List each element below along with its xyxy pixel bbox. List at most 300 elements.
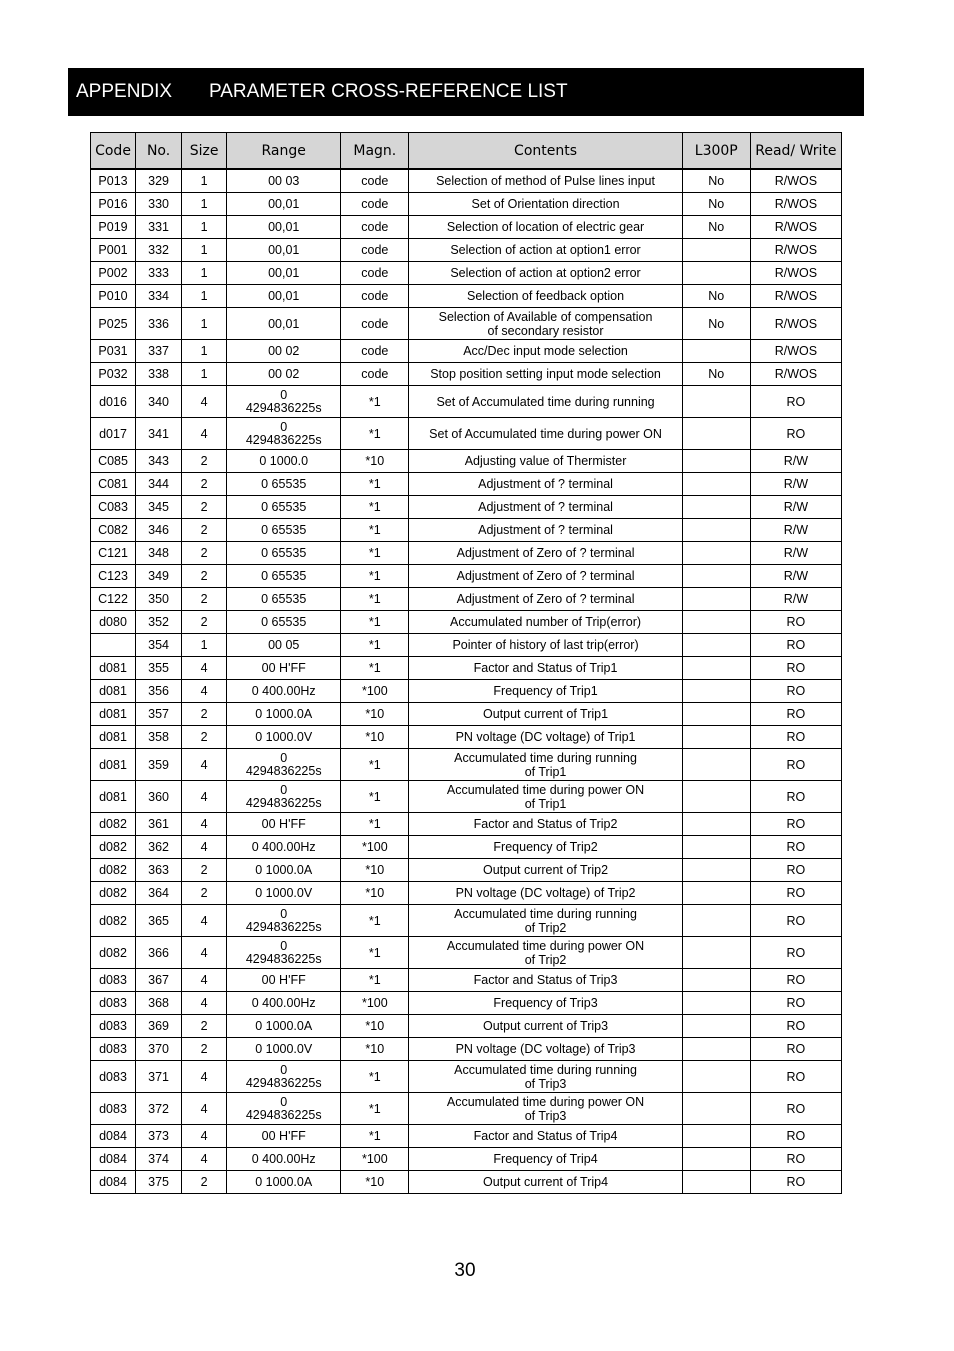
magnification-cell: *100 <box>341 992 409 1015</box>
magnification-cell: *1 <box>341 1061 409 1093</box>
number-cell: 356 <box>136 680 182 703</box>
magnification-cell: code <box>341 193 409 216</box>
size-cell: 1 <box>182 216 227 239</box>
table-row <box>91 781 842 813</box>
size-cell: 1 <box>182 340 227 363</box>
l300p-cell: No <box>682 285 750 308</box>
magnification-cell: *10 <box>341 703 409 726</box>
table-row <box>91 473 842 496</box>
table-row <box>91 1093 842 1125</box>
read-write-cell: R/WOS <box>750 193 841 216</box>
read-write-cell: RO <box>750 1061 841 1093</box>
magnification-cell: *1 <box>341 749 409 781</box>
number-cell: 365 <box>136 905 182 937</box>
magnification-cell: *10 <box>341 882 409 905</box>
size-cell: 4 <box>182 781 227 813</box>
code-cell: P001 <box>91 239 136 262</box>
size-cell: 2 <box>182 496 227 519</box>
read-write-cell: R/W <box>750 588 841 611</box>
code-cell: d082 <box>91 859 136 882</box>
range-cell: 00,01 <box>227 239 341 262</box>
size-cell: 1 <box>182 308 227 340</box>
contents-cell: Stop position setting input mode selection <box>409 363 682 386</box>
code-cell: d082 <box>91 813 136 836</box>
magnification-cell: *1 <box>341 905 409 937</box>
magnification-cell: code <box>341 262 409 285</box>
section-label: APPENDIX <box>76 81 173 102</box>
code-cell: C121 <box>91 542 136 565</box>
l300p-cell <box>682 836 750 859</box>
range-cell: 0 4294836225s <box>227 1061 341 1093</box>
l300p-cell <box>682 680 750 703</box>
magnification-cell: *10 <box>341 1038 409 1061</box>
range-cell: 0 400.00Hz <box>227 1148 341 1171</box>
read-write-cell: R/W <box>750 496 841 519</box>
range-cell: 0 65535 <box>227 565 341 588</box>
magnification-cell: *1 <box>341 634 409 657</box>
read-write-cell: R/W <box>750 519 841 542</box>
l300p-cell <box>682 634 750 657</box>
size-cell: 1 <box>182 193 227 216</box>
number-cell: 343 <box>136 450 182 473</box>
contents-cell: Adjustment of ? terminal <box>409 496 682 519</box>
number-cell: 358 <box>136 726 182 749</box>
read-write-cell: RO <box>750 657 841 680</box>
read-write-cell: RO <box>750 882 841 905</box>
code-cell: d084 <box>91 1171 136 1194</box>
column-header-size: Size <box>182 133 227 170</box>
l300p-cell <box>682 992 750 1015</box>
code-cell: P025 <box>91 308 136 340</box>
number-cell: 338 <box>136 363 182 386</box>
size-cell: 4 <box>182 418 227 450</box>
range-cell: 0 400.00Hz <box>227 992 341 1015</box>
l300p-cell <box>682 496 750 519</box>
number-cell: 364 <box>136 882 182 905</box>
magnification-cell: code <box>341 239 409 262</box>
code-cell: d017 <box>91 418 136 450</box>
range-cell: 0 1000.0V <box>227 1038 341 1061</box>
magnification-cell: code <box>341 308 409 340</box>
contents-cell: Output current of Trip1 <box>409 703 682 726</box>
read-write-cell: R/W <box>750 450 841 473</box>
size-cell: 4 <box>182 992 227 1015</box>
magnification-cell: *100 <box>341 836 409 859</box>
contents-cell: Output current of Trip3 <box>409 1015 682 1038</box>
contents-cell: Accumulated time during power ON of Trip3 <box>409 1093 682 1125</box>
read-write-cell: RO <box>750 726 841 749</box>
contents-cell: Adjustment of Zero of ? terminal <box>409 542 682 565</box>
table-row <box>91 588 842 611</box>
magnification-cell: *1 <box>341 519 409 542</box>
size-cell: 2 <box>182 1171 227 1194</box>
code-cell: d083 <box>91 1093 136 1125</box>
range-cell: 0 65535 <box>227 519 341 542</box>
column-header-no: No. <box>136 133 182 170</box>
parameter-table <box>90 132 842 1194</box>
table-row <box>91 386 842 418</box>
size-cell: 2 <box>182 1015 227 1038</box>
contents-cell: Accumulated time during running of Trip2 <box>409 905 682 937</box>
contents-cell: Accumulated time during power ON of Trip2 <box>409 937 682 969</box>
magnification-cell: code <box>341 285 409 308</box>
contents-cell: Frequency of Trip2 <box>409 836 682 859</box>
number-cell: 369 <box>136 1015 182 1038</box>
contents-cell: PN voltage (DC voltage) of Trip2 <box>409 882 682 905</box>
read-write-cell: RO <box>750 1125 841 1148</box>
size-cell: 4 <box>182 1061 227 1093</box>
table-row <box>91 749 842 781</box>
size-cell: 4 <box>182 836 227 859</box>
range-cell: 00 H'FF <box>227 969 341 992</box>
number-cell: 349 <box>136 565 182 588</box>
size-cell: 4 <box>182 905 227 937</box>
table-row <box>91 363 842 386</box>
range-cell: 0 65535 <box>227 496 341 519</box>
range-cell: 0 4294836225s <box>227 781 341 813</box>
l300p-cell <box>682 1038 750 1061</box>
size-cell: 2 <box>182 450 227 473</box>
contents-cell: Acc/Dec input mode selection <box>409 340 682 363</box>
size-cell: 2 <box>182 542 227 565</box>
size-cell: 4 <box>182 937 227 969</box>
magnification-cell: code <box>341 363 409 386</box>
page-header-banner <box>68 68 864 116</box>
page-title: PARAMETER CROSS-REFERENCE LIST <box>209 81 568 102</box>
range-cell: 00,01 <box>227 285 341 308</box>
table-row <box>91 813 842 836</box>
read-write-cell: R/W <box>750 565 841 588</box>
contents-cell: Adjustment of Zero of ? terminal <box>409 565 682 588</box>
contents-cell: PN voltage (DC voltage) of Trip3 <box>409 1038 682 1061</box>
number-cell: 370 <box>136 1038 182 1061</box>
range-cell: 0 400.00Hz <box>227 680 341 703</box>
l300p-cell <box>682 905 750 937</box>
l300p-cell <box>682 1171 750 1194</box>
read-write-cell: RO <box>750 937 841 969</box>
l300p-cell <box>682 749 750 781</box>
number-cell: 360 <box>136 781 182 813</box>
number-cell: 348 <box>136 542 182 565</box>
contents-cell: Adjustment of ? terminal <box>409 519 682 542</box>
code-cell: d081 <box>91 680 136 703</box>
size-cell: 1 <box>182 285 227 308</box>
contents-cell: Selection of Available of compensation of secondary resistor <box>409 308 682 340</box>
table-row <box>91 992 842 1015</box>
table-row <box>91 565 842 588</box>
table-header-row <box>91 133 842 170</box>
read-write-cell: R/WOS <box>750 340 841 363</box>
l300p-cell <box>682 813 750 836</box>
read-write-cell: RO <box>750 905 841 937</box>
l300p-cell: No <box>682 169 750 193</box>
number-cell: 363 <box>136 859 182 882</box>
table-row <box>91 308 842 340</box>
size-cell: 4 <box>182 813 227 836</box>
magnification-cell: *1 <box>341 781 409 813</box>
contents-cell: Adjustment of ? terminal <box>409 473 682 496</box>
size-cell: 4 <box>182 1093 227 1125</box>
table-row <box>91 418 842 450</box>
magnification-cell: *1 <box>341 542 409 565</box>
range-cell: 0 65535 <box>227 611 341 634</box>
code-cell: d084 <box>91 1148 136 1171</box>
contents-cell: Selection of method of Pulse lines input <box>409 169 682 193</box>
size-cell: 1 <box>182 634 227 657</box>
l300p-cell <box>682 882 750 905</box>
table-row <box>91 836 842 859</box>
number-cell: 336 <box>136 308 182 340</box>
code-cell: d081 <box>91 749 136 781</box>
table-row <box>91 239 842 262</box>
table-row <box>91 216 842 239</box>
table-row <box>91 450 842 473</box>
number-cell: 367 <box>136 969 182 992</box>
code-cell: P010 <box>91 285 136 308</box>
range-cell: 0 4294836225s <box>227 1093 341 1125</box>
read-write-cell: R/WOS <box>750 169 841 193</box>
size-cell: 4 <box>182 969 227 992</box>
l300p-cell <box>682 473 750 496</box>
table-row <box>91 859 842 882</box>
magnification-cell: *10 <box>341 859 409 882</box>
table-row <box>91 680 842 703</box>
code-cell: d081 <box>91 657 136 680</box>
code-cell: d083 <box>91 992 136 1015</box>
column-header-read-write: Read/ Write <box>750 133 841 170</box>
contents-cell: Pointer of history of last trip(error) <box>409 634 682 657</box>
code-cell: d081 <box>91 703 136 726</box>
table-row <box>91 262 842 285</box>
read-write-cell: RO <box>750 386 841 418</box>
size-cell: 2 <box>182 565 227 588</box>
magnification-cell: *1 <box>341 969 409 992</box>
range-cell: 0 400.00Hz <box>227 836 341 859</box>
magnification-cell: *100 <box>341 1148 409 1171</box>
code-cell: P013 <box>91 169 136 193</box>
l300p-cell <box>682 703 750 726</box>
number-cell: 340 <box>136 386 182 418</box>
number-cell: 359 <box>136 749 182 781</box>
code-cell: d080 <box>91 611 136 634</box>
contents-cell: Selection of location of electric gear <box>409 216 682 239</box>
code-cell: d083 <box>91 1061 136 1093</box>
contents-cell: Set of Accumulated time during running <box>409 386 682 418</box>
size-cell: 2 <box>182 859 227 882</box>
magnification-cell: *1 <box>341 611 409 634</box>
size-cell: 4 <box>182 386 227 418</box>
l300p-cell <box>682 262 750 285</box>
number-cell: 352 <box>136 611 182 634</box>
contents-cell: Accumulated time during running of Trip3 <box>409 1061 682 1093</box>
magnification-cell: *1 <box>341 813 409 836</box>
size-cell: 2 <box>182 519 227 542</box>
magnification-cell: code <box>341 169 409 193</box>
table-row <box>91 1015 842 1038</box>
magnification-cell: code <box>341 216 409 239</box>
code-cell <box>91 634 136 657</box>
magnification-cell: *1 <box>341 1093 409 1125</box>
code-cell: P019 <box>91 216 136 239</box>
magnification-cell: *10 <box>341 450 409 473</box>
code-cell: d083 <box>91 1015 136 1038</box>
code-cell: C083 <box>91 496 136 519</box>
contents-cell: Set of Accumulated time during power ON <box>409 418 682 450</box>
l300p-cell: No <box>682 308 750 340</box>
magnification-cell: *1 <box>341 386 409 418</box>
read-write-cell: R/W <box>750 542 841 565</box>
read-write-cell: RO <box>750 992 841 1015</box>
range-cell: 0 1000.0A <box>227 1015 341 1038</box>
l300p-cell <box>682 611 750 634</box>
code-cell: C085 <box>91 450 136 473</box>
l300p-cell: No <box>682 363 750 386</box>
table-row <box>91 169 842 193</box>
magnification-cell: *100 <box>341 680 409 703</box>
read-write-cell: RO <box>750 1148 841 1171</box>
contents-cell: Adjustment of Zero of ? terminal <box>409 588 682 611</box>
size-cell: 4 <box>182 1125 227 1148</box>
magnification-cell: *1 <box>341 496 409 519</box>
range-cell: 00 02 <box>227 363 341 386</box>
number-cell: 374 <box>136 1148 182 1171</box>
number-cell: 357 <box>136 703 182 726</box>
code-cell: d082 <box>91 882 136 905</box>
column-header-magn: Magn. <box>341 133 409 170</box>
size-cell: 2 <box>182 611 227 634</box>
range-cell: 0 65535 <box>227 473 341 496</box>
code-cell: P002 <box>91 262 136 285</box>
l300p-cell <box>682 657 750 680</box>
magnification-cell: *1 <box>341 473 409 496</box>
magnification-cell: *10 <box>341 726 409 749</box>
table-row <box>91 542 842 565</box>
contents-cell: Frequency of Trip3 <box>409 992 682 1015</box>
l300p-cell <box>682 418 750 450</box>
code-cell: d082 <box>91 905 136 937</box>
range-cell: 00 03 <box>227 169 341 193</box>
number-cell: 375 <box>136 1171 182 1194</box>
size-cell: 2 <box>182 726 227 749</box>
l300p-cell <box>682 1061 750 1093</box>
contents-cell: Factor and Status of Trip4 <box>409 1125 682 1148</box>
contents-cell: Factor and Status of Trip2 <box>409 813 682 836</box>
size-cell: 2 <box>182 473 227 496</box>
read-write-cell: RO <box>750 781 841 813</box>
l300p-cell <box>682 1125 750 1148</box>
l300p-cell <box>682 519 750 542</box>
l300p-cell <box>682 542 750 565</box>
code-cell: d082 <box>91 836 136 859</box>
read-write-cell: RO <box>750 680 841 703</box>
number-cell: 366 <box>136 937 182 969</box>
size-cell: 2 <box>182 703 227 726</box>
l300p-cell: No <box>682 216 750 239</box>
size-cell: 4 <box>182 657 227 680</box>
range-cell: 0 1000.0 <box>227 450 341 473</box>
table-row <box>91 905 842 937</box>
l300p-cell <box>682 565 750 588</box>
number-cell: 332 <box>136 239 182 262</box>
read-write-cell: RO <box>750 1015 841 1038</box>
read-write-cell: R/WOS <box>750 239 841 262</box>
range-cell: 00 H'FF <box>227 657 341 680</box>
l300p-cell <box>682 340 750 363</box>
magnification-cell: *1 <box>341 1125 409 1148</box>
range-cell: 0 4294836225s <box>227 749 341 781</box>
read-write-cell: RO <box>750 836 841 859</box>
read-write-cell: R/WOS <box>750 308 841 340</box>
read-write-cell: RO <box>750 749 841 781</box>
code-cell: P031 <box>91 340 136 363</box>
code-cell: C122 <box>91 588 136 611</box>
magnification-cell: *1 <box>341 588 409 611</box>
range-cell: 0 4294836225s <box>227 905 341 937</box>
read-write-cell: R/W <box>750 473 841 496</box>
size-cell: 4 <box>182 1148 227 1171</box>
number-cell: 371 <box>136 1061 182 1093</box>
number-cell: 373 <box>136 1125 182 1148</box>
column-header-l300p: L300P <box>682 133 750 170</box>
magnification-cell: *1 <box>341 418 409 450</box>
table-row <box>91 1038 842 1061</box>
number-cell: 337 <box>136 340 182 363</box>
size-cell: 4 <box>182 680 227 703</box>
table-row <box>91 1061 842 1093</box>
contents-cell: Factor and Status of Trip3 <box>409 969 682 992</box>
number-cell: 355 <box>136 657 182 680</box>
column-header-range: Range <box>227 133 341 170</box>
number-cell: 334 <box>136 285 182 308</box>
code-cell: d083 <box>91 969 136 992</box>
code-cell: P032 <box>91 363 136 386</box>
number-cell: 368 <box>136 992 182 1015</box>
contents-cell: Accumulated number of Trip(error) <box>409 611 682 634</box>
number-cell: 329 <box>136 169 182 193</box>
magnification-cell: *1 <box>341 657 409 680</box>
size-cell: 2 <box>182 882 227 905</box>
l300p-cell <box>682 239 750 262</box>
read-write-cell: R/WOS <box>750 216 841 239</box>
table-row <box>91 611 842 634</box>
read-write-cell: RO <box>750 969 841 992</box>
read-write-cell: RO <box>750 1038 841 1061</box>
range-cell: 0 1000.0V <box>227 726 341 749</box>
range-cell: 0 1000.0A <box>227 703 341 726</box>
table-row <box>91 285 842 308</box>
read-write-cell: R/WOS <box>750 285 841 308</box>
code-cell: d081 <box>91 726 136 749</box>
contents-cell: Frequency of Trip4 <box>409 1148 682 1171</box>
range-cell: 00 02 <box>227 340 341 363</box>
magnification-cell: *10 <box>341 1171 409 1194</box>
size-cell: 2 <box>182 1038 227 1061</box>
read-write-cell: R/WOS <box>750 363 841 386</box>
table-body <box>91 169 842 1194</box>
code-cell: C123 <box>91 565 136 588</box>
range-cell: 0 1000.0A <box>227 859 341 882</box>
read-write-cell: R/WOS <box>750 262 841 285</box>
l300p-cell <box>682 1093 750 1125</box>
l300p-cell <box>682 386 750 418</box>
contents-cell: Set of Orientation direction <box>409 193 682 216</box>
contents-cell: Accumulated time during running of Trip1 <box>409 749 682 781</box>
contents-cell: Selection of action at option1 error <box>409 239 682 262</box>
number-cell: 330 <box>136 193 182 216</box>
size-cell: 4 <box>182 749 227 781</box>
code-cell: d016 <box>91 386 136 418</box>
table-row <box>91 1125 842 1148</box>
